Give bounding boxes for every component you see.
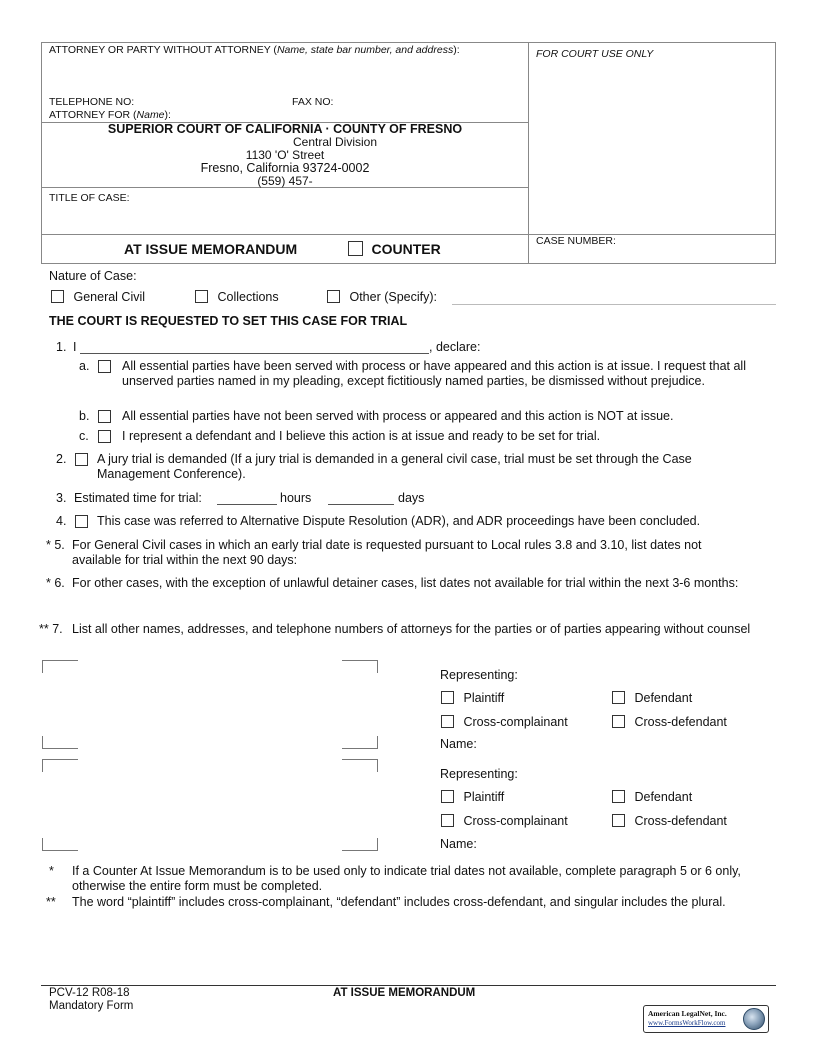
party-1-cross-complainant-checkbox[interactable] (441, 715, 454, 728)
nature-collections[interactable] (195, 290, 279, 304)
party-2-address-area[interactable] (42, 759, 78, 772)
party-2-name-label: Name: (440, 837, 477, 851)
note-2-mark: ** (46, 895, 56, 909)
party-2-cross-defendant[interactable]: Cross-defendant (612, 814, 727, 828)
party-1-address-area[interactable] (42, 660, 78, 673)
party-1-representing: Representing: (440, 668, 518, 682)
court-phone: (559) 457- (257, 174, 313, 188)
party-1-cross-defendant-checkbox[interactable] (612, 715, 625, 728)
item-1b-label: b. (79, 409, 90, 423)
counter-option[interactable] (348, 241, 441, 257)
court-name: SUPERIOR COURT OF CALIFORNIA · COUNTY OF FRESNO (107, 122, 463, 136)
hours-field[interactable] (217, 504, 277, 505)
item-7-text: List all other names, addresses, and telephone numbers of attorneys for the parties or of parties appearing without counsel (72, 622, 751, 636)
attorney-for-label: ATTORNEY FOR (Name): (49, 109, 171, 121)
party-1-corner-bl (42, 736, 78, 749)
item-1a-checkbox[interactable] (98, 360, 111, 373)
item-5-number: * 5. (46, 538, 65, 552)
item-1a-text: All essential parties have been served with process or have appeared and this action is at issue. I request that all unserved parties named in my pleading, except fictitiously named parties, be dismissed without prejudice. (122, 359, 746, 388)
hours-label: hours (280, 491, 312, 505)
nature-other[interactable] (327, 290, 437, 304)
court-division: Central Division (292, 135, 378, 149)
logo-line-2: www.FormsWorkFlow.com (648, 1019, 726, 1027)
party-2-plaintiff[interactable]: Plaintiff (441, 790, 504, 804)
logo-globe-icon (743, 1008, 765, 1030)
party-2-cross-complainant[interactable]: Cross-complainant (441, 814, 568, 828)
footer-rule (41, 985, 776, 986)
item-4-text: This case was referred to Alternative Dispute Resolution (ADR), and ADR proceedings have been concluded. (97, 514, 701, 528)
nature-label: Nature of Case: (49, 269, 137, 283)
item-2-checkbox[interactable] (75, 453, 88, 466)
party-2-cross-complainant-checkbox[interactable] (441, 814, 454, 827)
party-2-plaintiff-checkbox[interactable] (441, 790, 454, 803)
court-address-block (41, 123, 529, 188)
party-2-defendant[interactable]: Defendant (612, 790, 692, 804)
note-1-text: If a Counter At Issue Memorandum is to be used only to indicate trial dates not available, complete paragraph 5 or 6 only, otherwise the entire form must be completed. (72, 864, 741, 893)
party-2-corner-br (342, 838, 378, 851)
item-1-number: 1. (56, 340, 67, 354)
logo-line-1: American LegalNet, Inc. (648, 1009, 727, 1018)
item-6-number: * 6. (46, 576, 65, 590)
court-use-label: FOR COURT USE ONLY (536, 48, 654, 60)
item-1b-checkbox[interactable] (98, 410, 111, 423)
item-3-label: Estimated time for trial: (74, 491, 202, 505)
note-1-mark: * (49, 864, 54, 878)
request-heading: THE COURT IS REQUESTED TO SET THIS CASE FOR TRIAL (49, 314, 408, 328)
case-number-label: CASE NUMBER: (536, 235, 616, 247)
telephone-label: TELEPHONE NO: (49, 96, 135, 108)
days-label: days (398, 491, 425, 505)
party-1-defendant-checkbox[interactable] (612, 691, 625, 704)
party-1-corner-tr (342, 660, 378, 673)
item-1a-label: a. (79, 359, 90, 373)
legalnet-logo[interactable] (643, 1005, 769, 1033)
other-specify-field[interactable] (452, 304, 776, 305)
mandatory-form: Mandatory Form (49, 1000, 134, 1012)
counter-checkbox[interactable] (348, 241, 363, 256)
item-3-number: 3. (56, 491, 67, 505)
party-2-corner-bl (42, 838, 78, 851)
note-2-text: The word “plaintiff” includes cross-complainant, “defendant” includes cross-defendant, and singular includes the plural. (72, 895, 726, 909)
party-1-corner-br (342, 736, 378, 749)
general-civil-label: General Civil (73, 290, 146, 304)
other-checkbox[interactable] (327, 290, 340, 303)
party-1-name-label: Name: (440, 737, 477, 751)
party-1-cross-defendant[interactable]: Cross-defendant (612, 715, 727, 729)
court-street: 1130 'O' Street (245, 148, 325, 162)
item-4-checkbox[interactable] (75, 515, 88, 528)
item-2-number: 2. (56, 452, 67, 466)
party-2-corner-tr (342, 759, 378, 772)
collections-label: Collections (217, 290, 279, 304)
item-1c-label: c. (79, 429, 89, 443)
item-1c-text: I represent a defendant and I believe this action is at issue and ready to be set for trial. (122, 429, 601, 443)
fax-label: FAX NO: (292, 96, 334, 108)
days-field[interactable] (328, 504, 394, 505)
footer-title: AT ISSUE MEMORANDUM (333, 987, 476, 999)
item-4-number: 4. (56, 514, 67, 528)
party-2-defendant-checkbox[interactable] (612, 790, 625, 803)
title-of-case-label: TITLE OF CASE: (49, 192, 130, 204)
item-1b-text: All essential parties have not been served with process or appeared and this action is NOT at issue. (122, 409, 674, 423)
item-1-suffix: , declare: (429, 340, 481, 354)
other-label: Other (Specify): (349, 290, 438, 304)
general-civil-checkbox[interactable] (51, 290, 64, 303)
counter-label: COUNTER (371, 241, 441, 257)
party-2-representing: Representing: (440, 767, 518, 781)
item-2-text: A jury trial is demanded (If a jury trial is demanded in a general civil case, trial must be set through the Case Management Conference). (97, 452, 692, 481)
memo-top-line (41, 234, 776, 235)
item-1-prefix: I (73, 340, 77, 354)
party-1-plaintiff-checkbox[interactable] (441, 691, 454, 704)
item-7-number: ** 7. (39, 622, 63, 636)
item-5-text: For General Civil cases in which an early trial date is requested pursuant to Local rules 3.8 and 3.10, list dates not available for trial within the next 90 days: (72, 538, 702, 567)
party-1-defendant[interactable]: Defendant (612, 691, 692, 705)
form-id: PCV-12 R08-18 (49, 987, 130, 999)
item-1c-checkbox[interactable] (98, 430, 111, 443)
item-6-text: For other cases, with the exception of unlawful detainer cases, list dates not available for trial within the next 3-6 months: (72, 576, 739, 590)
attorney-label: ATTORNEY OR PARTY WITHOUT ATTORNEY (Name, state bar number, and address): (49, 44, 460, 56)
nature-general-civil[interactable] (51, 290, 145, 304)
declarant-name-field[interactable] (80, 353, 429, 354)
party-1-cross-complainant[interactable]: Cross-complainant (441, 715, 568, 729)
collections-checkbox[interactable] (195, 290, 208, 303)
party-1-plaintiff[interactable]: Plaintiff (441, 691, 504, 705)
party-2-cross-defendant-checkbox[interactable] (612, 814, 625, 827)
memo-title: AT ISSUE MEMORANDUM (124, 241, 298, 257)
court-city: Fresno, California 93724-0002 (200, 161, 370, 175)
